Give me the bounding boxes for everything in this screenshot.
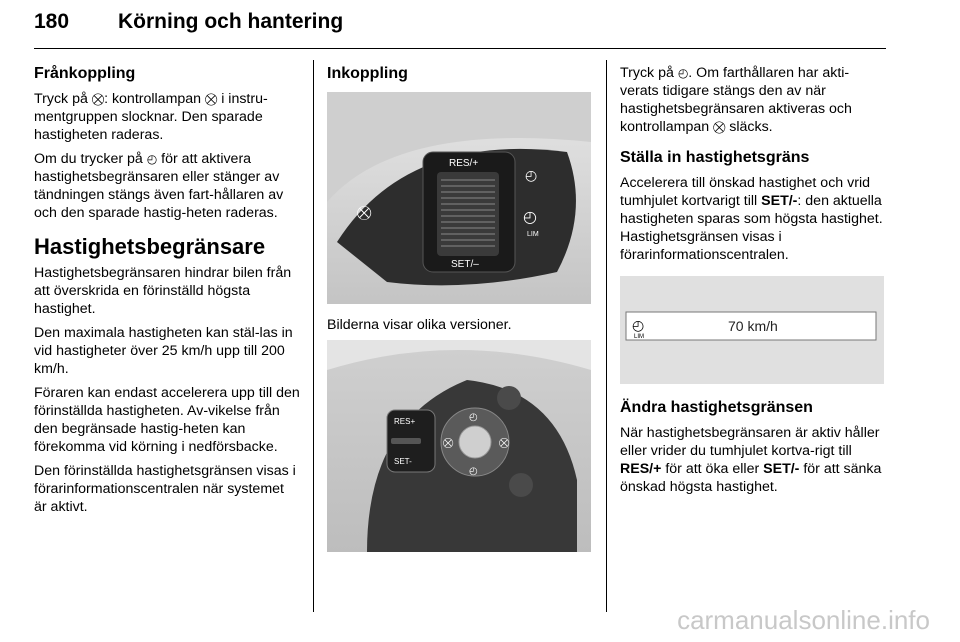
column-divider	[313, 60, 314, 612]
page-header	[34, 8, 886, 48]
cancel-icon: ⛒	[499, 438, 510, 449]
heading-change-limit: Ändra hastighetsgränsen	[620, 399, 813, 416]
set-minus-label: SET/–	[451, 259, 479, 270]
lim-label: LIM	[634, 334, 645, 340]
column-1	[34, 64, 300, 522]
paragraph: Om du trycker på ◴ för att aktivera hastighetsbegränsaren eller stänger av tändningen stängs även fart-hållaren av och den sparade hastig-heten raderas.	[34, 151, 284, 221]
column-2	[327, 64, 593, 552]
paragraph: Tryck på ◴. Om farthållaren har akti-verats tidigare stängs den av när hastighetsbegränsaren aktiveras och kontrollampan ⛒ släcks.	[620, 65, 852, 135]
heading-speed-limiter: Hastighetsbegränsare	[34, 234, 266, 259]
header-rule	[34, 48, 886, 49]
paragraph: När hastighetsbegränsaren är aktiv håller eller vrider du tumhjulet kortva-rigt till RES/+ för att öka eller SET/- för att sänka önskad högsta hastighet.	[620, 425, 882, 495]
heading-set-limit: Ställa in hastighetsgräns	[620, 149, 810, 166]
paragraph: Tryck på ⛒: kontrollampan ⛒ i instru-mentgruppen slocknar. Den sparade hastigheten raderas.	[34, 91, 268, 143]
paragraph: Föraren kan endast accelerera upp till den förinställda hastigheten. Av-vikelse från den begränsade hastig-heten kan förekomma vid körning i nedförsbacke.	[34, 385, 300, 455]
speed-limiter-icon: ◴	[146, 152, 158, 166]
paragraph: Hastighetsbegränsaren hindrar bilen från att överskrida en förinställd högsta hastighet.	[34, 265, 292, 317]
steering-wheel-2-illustration	[327, 340, 591, 552]
heading-connect: Inkoppling	[327, 65, 408, 82]
set-minus-term: SET/-	[761, 193, 798, 209]
paragraph: Den förinställda hastighetsgränsen visas i förarinformationscentralen när systemet är aktivt.	[34, 463, 296, 515]
column-divider	[606, 60, 607, 612]
paragraph: Den maximala hastigheten kan stäl-las in vid hastigheter över 25 km/h upp till 200 km/h.	[34, 325, 293, 377]
res-plus-label: RES+	[394, 417, 416, 426]
paragraph: Accelerera till önskad hastighet och vrid tumhjulet kortvarigt till SET/-: den aktuella hastigheten sparas som högsta hastighet. Hastighetsgränsen visas i förarinformationscentralen.	[620, 175, 883, 263]
cruise-lamp-icon: ⛒	[205, 92, 218, 106]
res-plus-label: RES/+	[449, 158, 479, 169]
cruise-control-icon: ◴	[525, 168, 538, 184]
steering-wheel-1-illustration	[327, 92, 591, 304]
cancel-icon: ⛒	[443, 438, 454, 449]
speed-limiter-icon: ◴	[469, 412, 478, 423]
cruise-lamp-icon: ⛒	[713, 120, 726, 134]
chapter-title: Körning och hantering	[118, 10, 344, 33]
heading-disconnect: Frånkoppling	[34, 65, 136, 82]
res-plus-term: RES/+	[620, 461, 662, 477]
figure-caption: Bilderna visar olika versioner.	[327, 317, 512, 333]
cancel-icon: ⛒	[357, 205, 372, 221]
speed-limiter-icon: ◴	[523, 207, 537, 226]
steering-wheel-controls-figure-1	[327, 92, 591, 304]
set-minus-term: SET/-	[763, 461, 800, 477]
speed-limiter-icon: ◴	[632, 318, 645, 334]
watermark: carmanualsonline.info	[677, 605, 930, 635]
driver-info-display-figure	[620, 276, 884, 384]
column-3	[620, 64, 886, 502]
steering-wheel-controls-figure-2	[327, 340, 591, 552]
speed-limit-value: 70 km/h	[728, 318, 778, 334]
lim-label: LIM	[527, 231, 539, 238]
page-number: 180	[34, 10, 70, 33]
set-minus-label: SET-	[394, 457, 412, 466]
speed-limiter-icon: ◴	[677, 66, 689, 80]
speed-limit-display	[620, 276, 884, 384]
cruise-control-icon: ◴	[469, 466, 478, 477]
cruise-lamp-icon: ⛒	[91, 92, 105, 106]
